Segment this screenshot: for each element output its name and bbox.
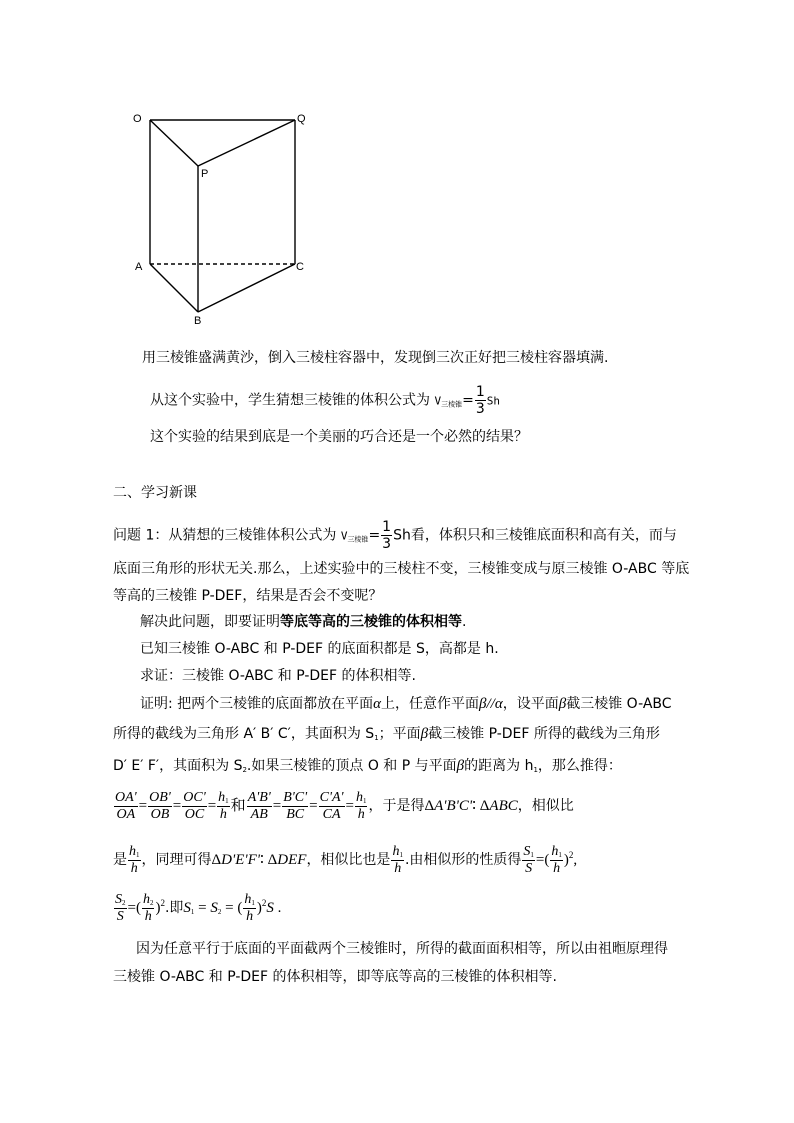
intro-line-2: 从这个实验中，学生猜想三棱锥的体积公式为 $V_{三棱锥}=$ $\frac{1}{3}$ Sh [150, 384, 500, 417]
question-1-line-2: 底面三角形的形状无关.那么，上述实验中的三棱柱不变，三棱锥变成与原三棱锥 O-ABC 等底 [113, 561, 690, 577]
question-1-line-3: 等高的三棱锥 P-DEF，结果是否会不变呢？ [113, 588, 383, 604]
given-line: 已知三棱锥 O-ABC 和 P-DEF 的底面积都是 S，高都是 h. [140, 641, 499, 657]
conclusion-line-2: 三棱锥 O-ABC 和 P-DEF 的体积相等，即等底等高的三棱锥的体积相等. [113, 969, 557, 985]
label-O: O [133, 113, 142, 125]
proof-line-1: 证明: 把两个三棱锥的底面都放在平面α上，任意作平面β//α，设平面β截三棱锥 O-ABC [140, 696, 672, 712]
prism-figure [128, 104, 318, 332]
proof-similarity-line: 是 $\frac{h_1}{h}$ ，同理可得ΔD'E'F'∶ ΔDEF，相似比也是 $\frac{h_1}{h}$ .由相似形的性质得 $\frac{S_1}{S}$ =( $\frac{h_1}{h}$ )$^2$, [113, 844, 578, 877]
conclusion-line-1: 因为任意平行于底面的平面截两个三棱锥时，所得的截面面积相等，所以由祖暅原理得 [136, 941, 668, 957]
prove-line: 求证：三棱锥 O-ABC 和 P-DEF 的体积相等. [140, 668, 416, 684]
solve-line: 解决此问题，即要证明等底等高的三棱锥的体积相等. [140, 614, 467, 630]
edge-AB [150, 264, 198, 312]
label-A: A [135, 261, 143, 273]
proof-area-line: $\frac{S_2}{S}$ =( $\frac{h_2}{h}$ )$^2$.即$S_1 = S_2$ = ( $\frac{h_1}{h}$ )$^2$S . [115, 892, 282, 925]
edge-BC [198, 264, 295, 312]
label-P: P [201, 168, 209, 180]
edge-OP [150, 120, 198, 166]
label-Q: Q [297, 113, 306, 125]
intro-line-1: 用三棱锥盛满黄沙，倒入三棱柱容器中，发现倒三次正好把三棱柱容器填满. [142, 350, 609, 366]
proof-line-2: 所得的截线为三角形 A′ B′ C′，其面积为 $S_1$；平面β截三棱锥 P-DEF 所得的截线为三角形 [113, 726, 660, 742]
edge-PQ [198, 120, 295, 166]
question-1-line-1: 问题 1：从猜想的三棱锥体积公式为 $V_{三棱锥}=$ $\frac{1}{3}$ Sh看，体积只和三棱锥底面积和高有关，而与 [113, 519, 677, 552]
v-subscript: 三棱锥 [441, 400, 463, 409]
label-B: B [194, 315, 202, 327]
proof-line-3: D′ E′ F′，其面积为 $S_2$.如果三棱锥的顶点 O 和 P 与平面β的距离为 $h_1$，那么推得： [113, 758, 622, 774]
section-heading: 二、学习新课 [113, 485, 197, 501]
label-C: C [296, 261, 304, 273]
prism-diagram [128, 104, 318, 332]
proof-ratio-equation: $\frac{OA'}{OA}$ = $\frac{OB'}{OB}$ = $\frac{OC'}{OC}$ = $\frac{h_1}{h}$ 和 $\frac{A'B'}{AB}$ = $\frac{B'C'}{BC}$ = $\frac{C'A'}{CA}$ = $\frac{h_1}{h}$ ，于是得ΔA'B'C'∶ ΔABC，相似比 [115, 790, 574, 823]
fraction-one-third: $\frac{1}{3}$ [475, 384, 485, 417]
intro-line-3: 这个实验的结果到底是一个美丽的巧合还是一个必然的结果？ [150, 429, 528, 445]
